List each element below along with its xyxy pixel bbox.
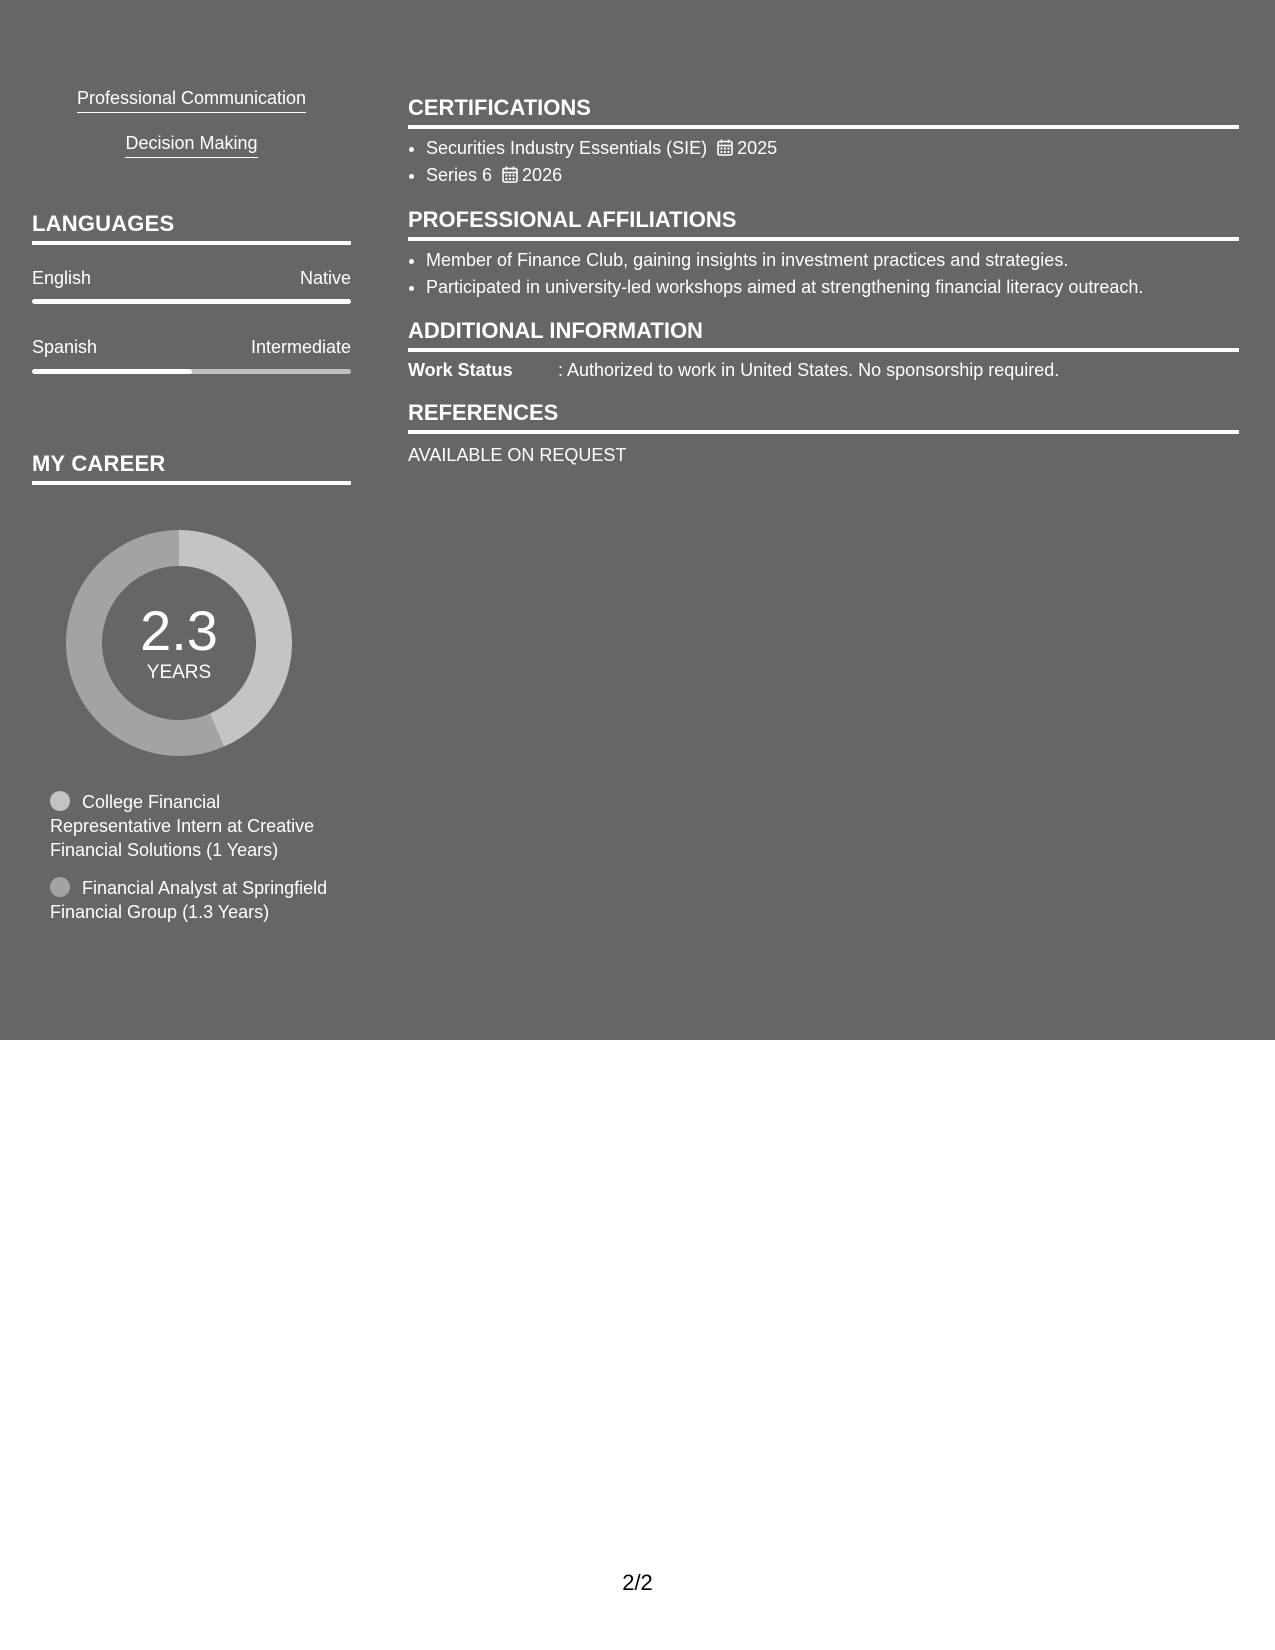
- affiliations-title: PROFESSIONAL AFFILIATIONS: [408, 207, 737, 232]
- skill-item: [32, 88, 351, 113]
- references-text: AVAILABLE ON REQUEST: [408, 445, 627, 465]
- skill-label: Decision Making: [125, 133, 257, 158]
- certification-name: Series 6: [426, 165, 493, 185]
- career-total: 2.3: [140, 599, 218, 662]
- language-row: [32, 268, 351, 289]
- language-name: Spanish: [32, 337, 98, 357]
- languages-rule: [32, 241, 351, 245]
- career-legend-item: [50, 790, 335, 862]
- additional-info-title: ADDITIONAL INFORMATION: [408, 318, 703, 343]
- work-status-row: [408, 360, 1059, 381]
- calendar-icon: [717, 139, 733, 156]
- language-bar-fill: [32, 369, 192, 374]
- legend-dot-icon: [50, 791, 70, 811]
- career-legend-label: College Financial Representative Intern at Creative Financial Solutions (1 Years): [50, 792, 315, 860]
- additional-info-rule: [408, 348, 1239, 352]
- language-row: [32, 337, 351, 358]
- affiliation-item: • Participated in university-led workshops aimed at strengthening financial literacy outreach.: [426, 274, 1143, 301]
- languages-title: LANGUAGES: [32, 211, 175, 236]
- language-level: Intermediate: [250, 337, 351, 357]
- career-legend-item: [50, 876, 335, 924]
- certification-item: [426, 162, 777, 189]
- legend-dot-icon: [50, 877, 70, 897]
- skill-item: [32, 133, 351, 158]
- work-status-label: Work Status: [408, 360, 513, 380]
- certifications-list: [408, 135, 777, 189]
- skill-label: Professional Communication: [77, 88, 306, 113]
- certification-year: 2025: [737, 138, 778, 158]
- affiliations-list: [408, 247, 1143, 301]
- certification-year: 2026: [522, 165, 563, 185]
- certification-item: [426, 135, 777, 162]
- career-unit: YEARS: [146, 662, 212, 683]
- certifications-rule: [408, 125, 1239, 129]
- affiliations-rule: [408, 237, 1239, 241]
- career-legend-label: Financial Analyst at Springfield Financial Group (1.3 Years): [50, 878, 328, 922]
- language-bar: [32, 369, 351, 374]
- language-bar-fill: [32, 299, 351, 304]
- language-bar: [32, 299, 351, 304]
- language-level: Native: [299, 268, 351, 288]
- references-title: REFERENCES: [408, 400, 559, 425]
- language-name: English: [32, 268, 92, 288]
- career-title: MY CAREER: [32, 451, 166, 476]
- career-donut-center: [66, 530, 292, 756]
- references-rule: [408, 430, 1239, 434]
- calendar-icon: [502, 166, 518, 183]
- certifications-title: CERTIFICATIONS: [408, 95, 591, 120]
- career-rule: [32, 481, 351, 485]
- work-status-value: : Authorized to work in United States. No sponsorship required.: [558, 360, 1060, 380]
- page-number: 2/2: [622, 1570, 653, 1595]
- certification-name: Securities Industry Essentials (SIE): [426, 138, 708, 158]
- affiliation-item: • Member of Finance Club, gaining insights in investment practices and strategies.: [426, 247, 1143, 274]
